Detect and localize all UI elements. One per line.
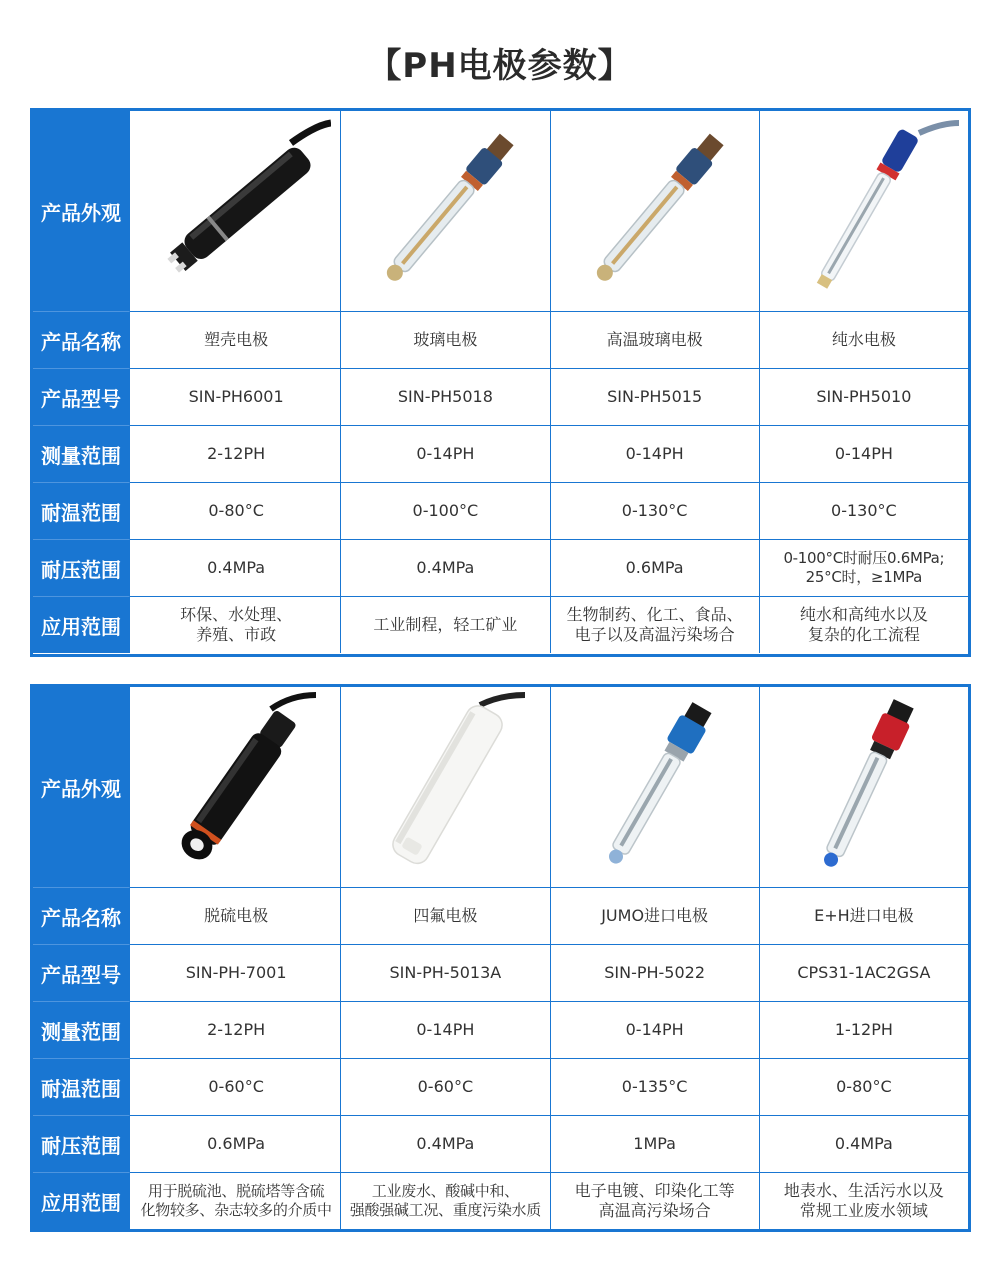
product-name: 四氟电极 bbox=[340, 888, 549, 944]
temp-row bbox=[33, 482, 968, 539]
product-model: SIN-PH-7001 bbox=[185, 963, 287, 982]
product-model: SIN-PH5015 bbox=[550, 369, 759, 425]
application-range bbox=[132, 1173, 340, 1229]
model-row bbox=[33, 944, 968, 1001]
row-label: 产品名称 bbox=[33, 311, 130, 368]
product-image-cell bbox=[759, 687, 968, 887]
pressure-range: 0.4MPa bbox=[340, 540, 549, 596]
product-image-cell bbox=[550, 687, 759, 887]
product-image-cell bbox=[550, 111, 759, 311]
appearance-row bbox=[33, 111, 968, 311]
eh-electrode-icon bbox=[769, 689, 959, 885]
temp-range: 0-130°C bbox=[550, 483, 759, 539]
spec-table-2 bbox=[30, 684, 971, 1232]
pressure-row bbox=[33, 1115, 968, 1172]
product-model: SIN-PH-5013A bbox=[340, 945, 549, 1001]
temp-range: 0-60°C bbox=[340, 1059, 549, 1115]
application-line: 电子以及高温污染场合 bbox=[574, 625, 735, 644]
pressure-range: 0.6MPa bbox=[550, 540, 759, 596]
pressure-line: 25°C时，≥1MPa bbox=[805, 568, 923, 586]
row-label: 产品外观 bbox=[33, 111, 130, 311]
pressure-line: 0-100°C时耐压0.6MPa; bbox=[783, 549, 945, 567]
glass-electrode-icon bbox=[350, 113, 540, 309]
high-temp-glass-electrode-icon bbox=[560, 113, 750, 309]
product-image-cell bbox=[340, 111, 549, 311]
application-line: 复杂的化工流程 bbox=[807, 625, 920, 644]
jumo-electrode-icon bbox=[560, 689, 750, 885]
application-row bbox=[33, 596, 968, 653]
pressure-range: 0.6MPa bbox=[207, 1134, 266, 1153]
product-name: 脱硫电极 bbox=[204, 906, 269, 925]
product-name: 玻璃电极 bbox=[340, 312, 549, 368]
measure-range: 2-12PH bbox=[207, 1020, 266, 1039]
product-model: CPS31-1AC2GSA bbox=[759, 945, 968, 1001]
pure-water-electrode-icon bbox=[769, 113, 959, 309]
application-range bbox=[759, 597, 968, 653]
row-label: 应用范围 bbox=[33, 1172, 130, 1229]
application-line: 纯水和高纯水以及 bbox=[799, 605, 928, 624]
temp-range: 0-80°C bbox=[208, 501, 264, 520]
product-image-cell bbox=[340, 687, 549, 887]
application-line: 工业制程，轻工矿业 bbox=[373, 615, 518, 634]
application-range bbox=[550, 597, 759, 653]
temp-range: 0-60°C bbox=[208, 1077, 264, 1096]
black-plastic-electrode-icon bbox=[141, 113, 331, 309]
application-range bbox=[132, 597, 340, 653]
application-line: 地表水、生活污水以及 bbox=[783, 1181, 944, 1200]
row-label: 耐温范围 bbox=[33, 1058, 130, 1115]
product-name: 塑壳电极 bbox=[204, 330, 269, 349]
pressure-range: 1MPa bbox=[550, 1116, 759, 1172]
product-name: 纯水电极 bbox=[759, 312, 968, 368]
measure-range: 0-14PH bbox=[340, 426, 549, 482]
measure-range: 0-14PH bbox=[759, 426, 968, 482]
application-line: 用于脱硫池、脱硫塔等含硫 bbox=[147, 1182, 325, 1200]
row-label: 耐压范围 bbox=[33, 1115, 130, 1172]
application-line: 环保、水处理、 bbox=[180, 605, 293, 624]
row-label: 耐温范围 bbox=[33, 482, 130, 539]
row-label: 产品外观 bbox=[33, 687, 130, 887]
product-name: E+H进口电极 bbox=[759, 888, 968, 944]
range-row bbox=[33, 425, 968, 482]
temp-range: 0-130°C bbox=[759, 483, 968, 539]
application-line: 强酸强碱工况、重度污染水质 bbox=[349, 1201, 541, 1219]
appearance-row bbox=[33, 687, 968, 887]
temp-range: 0-135°C bbox=[550, 1059, 759, 1115]
product-image-cell bbox=[759, 111, 968, 311]
product-model: SIN-PH-5022 bbox=[550, 945, 759, 1001]
temp-range: 0-80°C bbox=[759, 1059, 968, 1115]
measure-range: 1-12PH bbox=[759, 1002, 968, 1058]
pressure-row bbox=[33, 539, 968, 596]
measure-range: 0-14PH bbox=[340, 1002, 549, 1058]
application-line: 生物制药、化工、食品、 bbox=[566, 605, 743, 624]
measure-range: 0-14PH bbox=[550, 426, 759, 482]
row-label: 耐压范围 bbox=[33, 539, 130, 596]
application-line: 高温高污染场合 bbox=[598, 1201, 711, 1220]
row-label: 测量范围 bbox=[33, 1001, 130, 1058]
row-label: 应用范围 bbox=[33, 596, 130, 653]
product-image-cell bbox=[132, 687, 340, 887]
product-image-cell bbox=[132, 111, 340, 311]
range-row bbox=[33, 1001, 968, 1058]
application-range bbox=[550, 1173, 759, 1229]
spec-table-1 bbox=[30, 108, 971, 657]
product-model: SIN-PH6001 bbox=[188, 387, 284, 406]
name-row bbox=[33, 887, 968, 944]
application-line: 常规工业废水领域 bbox=[799, 1201, 928, 1220]
pressure-range bbox=[759, 540, 968, 596]
temp-row bbox=[33, 1058, 968, 1115]
product-name: JUMO进口电极 bbox=[550, 888, 759, 944]
row-label: 产品型号 bbox=[33, 368, 130, 425]
ptfe-electrode-icon bbox=[350, 689, 540, 885]
product-model: SIN-PH5010 bbox=[759, 369, 968, 425]
application-range bbox=[340, 597, 549, 653]
row-label: 测量范围 bbox=[33, 425, 130, 482]
measure-range: 0-14PH bbox=[550, 1002, 759, 1058]
row-label: 产品名称 bbox=[33, 887, 130, 944]
product-model: SIN-PH5018 bbox=[340, 369, 549, 425]
measure-range: 2-12PH bbox=[207, 444, 266, 463]
desulfurization-electrode-icon bbox=[141, 689, 331, 885]
name-row bbox=[33, 311, 968, 368]
pressure-range: 0.4MPa bbox=[340, 1116, 549, 1172]
temp-range: 0-100°C bbox=[340, 483, 549, 539]
model-row bbox=[33, 368, 968, 425]
application-line: 电子电镀、印染化工等 bbox=[574, 1181, 735, 1200]
row-label: 产品型号 bbox=[33, 944, 130, 1001]
application-row bbox=[33, 1172, 968, 1229]
application-line: 工业废水、酸碱中和、 bbox=[371, 1182, 519, 1200]
application-line: 养殖、市政 bbox=[196, 625, 277, 644]
pressure-range: 0.4MPa bbox=[759, 1116, 968, 1172]
application-line: 化物较多、杂志较多的介质中 bbox=[140, 1201, 332, 1219]
page-title: 【PH电极参数】 bbox=[367, 46, 633, 86]
product-name: 高温玻璃电极 bbox=[550, 312, 759, 368]
application-range bbox=[340, 1173, 549, 1229]
application-range bbox=[759, 1173, 968, 1229]
pressure-range: 0.4MPa bbox=[207, 558, 266, 577]
